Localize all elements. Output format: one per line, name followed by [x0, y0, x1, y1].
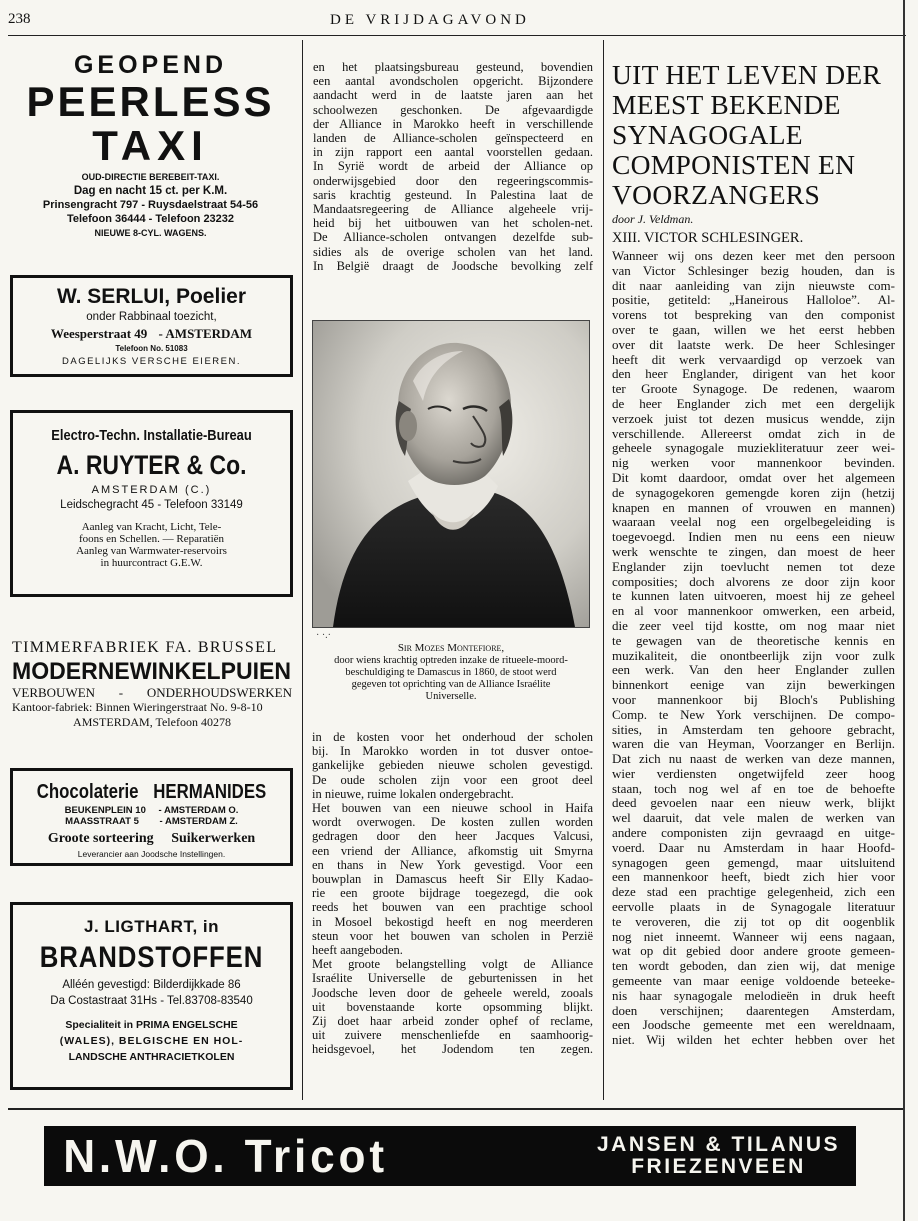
text-line: bij. In Marokko worden in tot dusver ontoe- — [312, 744, 593, 759]
ad-ligthart-brandstoffen: BRANDSTOFFEN — [39, 941, 264, 974]
text-line: uit bovenstaande korte opsomming blijkt. — [312, 999, 593, 1014]
text-line: gedragen door den heer Jacques Valcusi, — [312, 829, 593, 844]
ad-hermanides-oost: - AMSTERDAM O. — [158, 805, 239, 816]
text-line: Mandaatsregeering de Alliance algeheele vrij- — [313, 202, 593, 217]
page-edge — [903, 0, 905, 1221]
text-line: voerd. Daar nu Amsterdam in haar Hoofd- — [612, 839, 895, 855]
ad-peerless-taxi — [8, 50, 293, 240]
text-line: aandacht werd in de laatste jaren aan het — [313, 88, 593, 103]
ad-hermanides-sorteering — [13, 829, 290, 848]
text-line: over te gaan, willen we het eerst hebben — [612, 321, 895, 337]
text-line: toegevoegd. Indien men nu eens een nieuw — [612, 529, 895, 545]
text-line: nog niet inneemt. Wanneer wij eens nagaan, — [612, 928, 895, 944]
text-line: waren die van Heyman, Voorzanger en Berlijn. — [612, 736, 895, 752]
ad-serlui-adres — [13, 325, 290, 343]
text-line: geheele synagogale muziekliteratuur zeer wei- — [612, 440, 895, 456]
text-line: de synagogekoren gemengde koren zijn (hetzij — [612, 484, 895, 500]
text-line: gemeente van maar eenige voldoende beteeke- — [612, 973, 895, 989]
ad-taxi-peerless: PEERLESS — [26, 78, 275, 125]
text-line: niet. Wij wilden het echter hebben over het — [612, 1032, 895, 1048]
text-line: te veroveren, die zij tot op dit oogenblik — [612, 913, 895, 929]
caption-line: gegeven tot oprichting van de Alliance Israélite — [351, 679, 551, 690]
text-line: muzikaliteit, die onontbeerlijk zijn voor zulk — [612, 647, 895, 663]
text-line: verschillende. Allereerst omdat zich in de — [612, 425, 895, 441]
ad-serlui — [10, 275, 293, 377]
text-line: composities; doch alvorens ze door zijn koor — [612, 573, 895, 589]
ad-hermanides-name: HERMANIDES — [153, 781, 267, 803]
text-line: landen de Alliance-scholen geïnspecteerd en — [313, 131, 593, 146]
text-line: heid bij het uitbouwen van het scholen-net. — [313, 216, 593, 231]
text-line: wel daaruit, dat vele malen de werken van — [612, 810, 895, 826]
text-line: reeds het bouwen van een prachtige school — [312, 900, 593, 915]
ad-ruyter-stad: AMSTERDAM (C.) — [91, 484, 212, 496]
text-line: en het plaatsingsbureau gesteund, bovendien — [313, 60, 593, 74]
ad-hermanides-title — [35, 779, 268, 805]
text-line: Englander zijn toevlucht nemen tot deze — [612, 558, 895, 574]
ad-hermanides-chocolaterie: Chocolaterie — [36, 781, 139, 803]
text-line: Wanneer wij ons dezen keer met den persoon — [612, 248, 895, 263]
ad-taxi-taxi: TAXI — [92, 122, 209, 169]
text-line: vorens tot bespreking van den componist — [612, 307, 895, 323]
text-line: heeft dit werk vervaardigd op verzoek van — [612, 351, 895, 367]
tricot-banner — [44, 1126, 856, 1186]
ad-brussel-moderne: MODERNE — [12, 658, 130, 685]
caption-line: Universelle. — [425, 691, 477, 702]
text-line: knapen en mannen of vrouwen en mannen) — [612, 499, 895, 515]
ad-ruyter-aanleg4: in huurcontract G.E.W. — [100, 557, 203, 569]
ad-ruyter-aanleg1: Aanleg van Kracht, Licht, Tele- — [81, 521, 222, 533]
text-line: Comp. te New York verschijnen. De compo- — [612, 706, 895, 722]
ad-ruyter-aanleg2: foons en Schellen. — Reparatiën — [78, 533, 225, 545]
text-line: deed gevoelen naar een nieuw werk, blijkt — [612, 795, 895, 811]
ad-ruyter-name: A. RUYTER & Co. — [56, 450, 247, 480]
text-line: ter Groote Synagoge. De redenen, waarom — [612, 381, 895, 397]
ad-taxi-telefoon: Telefoon 36444 - Telefoon 23232 — [66, 213, 235, 225]
ad-taxi-directie: OUD-DIRECTIE BEREBEIT-TAXI. — [81, 172, 220, 182]
ad-serlui-name: W. SERLUI, Poelier — [56, 285, 247, 308]
text-line: In Syrië wordt de arbeid der Alliance op — [313, 159, 593, 174]
banner-friezenveen: FRIEZENVEEN — [631, 1155, 806, 1178]
column-rule-right — [603, 40, 604, 1100]
ad-ligthart — [10, 902, 293, 1090]
text-line: andere componisten zijn gevraagd en uitge- — [612, 825, 895, 841]
ad-hermanides-zuid: - AMSTERDAM Z. — [159, 816, 238, 827]
text-line: waaraan veelal nog een orgelbegeleiding is — [612, 514, 895, 530]
article-body — [612, 249, 895, 1048]
ad-brussel-fabriek: TIMMERFABRIEK FA. BRUSSEL — [12, 639, 278, 656]
text-line: gankelijke gebieden nieuwe scholen gevestigd. — [312, 758, 593, 773]
ad-ruyter — [10, 410, 293, 597]
ad-hermanides-adres1 — [13, 805, 290, 816]
ad-taxi-wagens: NIEUWE 8-CYL. WAGENS. — [94, 228, 207, 238]
ad-taxi-adres: Prinsengracht 797 - Ruysdaelstraat 54-56 — [42, 199, 259, 211]
ad-hermanides — [10, 768, 293, 866]
ad-hermanides-adres2 — [13, 816, 290, 827]
text-line: een aantal avondscholen opgericht. Bijzondere — [313, 74, 593, 89]
header-rule — [8, 35, 906, 36]
banner-jansen-tilanus — [597, 1134, 856, 1178]
text-line: Zij doet haar arbeid zonder ophef of reclame, — [312, 1014, 593, 1029]
text-line: dit naar aanleiding van zijn nieuwste com- — [612, 277, 895, 293]
text-line: Dat zich nu naast de werken van deze mannen, — [612, 751, 895, 767]
text-line: staan, toch nog wel af en toe de behoefte — [612, 780, 895, 796]
text-line: een werk. Van den heer Englander zullen — [612, 662, 895, 678]
text-line: eervolle plaats in de Synagogale literatuur — [612, 899, 895, 915]
ad-hermanides-suikerwerken: Suikerwerken — [171, 831, 256, 846]
article-title-line: MEEST BEKENDE — [612, 89, 841, 120]
ad-hermanides-maasstraat: MAASSTRAAT 5 — [65, 816, 139, 827]
ad-ligthart-adres1: Alléén gevestigd: Bilderdijkkade 86 — [62, 979, 241, 991]
text-line: te kunnen laten uitvoeren, moest hij ze geheel — [612, 588, 895, 604]
caption-line: door wiens krachtig optreden inzake de ritueele-moord- — [334, 655, 568, 666]
ad-brussel-dash: - — [118, 685, 124, 700]
text-line: bouwplan in Damascus heeft Sir Elly Kadao- — [312, 872, 593, 887]
ad-ligthart-adres2: Da Costastraat 31Hs - Tel.83708-83540 — [50, 995, 253, 1007]
ad-ligthart-spec2: (WALES), BELGISCHE EN HOL- — [59, 1035, 244, 1047]
ad-brussel-verbouwen: VERBOUWEN — [12, 685, 96, 700]
ad-brussel-kantoor: Kantoor-fabriek: Binnen Wieringerstraat No. 9-8-10 — [12, 700, 263, 714]
text-line: werk wenschte te zingen, dan moest de heer — [612, 543, 895, 559]
text-line: der Alliance in Marokko heeft in verschillende — [313, 116, 593, 131]
text-line: rie een groote bijdrage toegezegd, die ook — [312, 886, 593, 901]
article-byline: door J. Veldman. — [612, 212, 694, 226]
middle-column-bottom — [312, 730, 593, 1057]
text-line: in zijn rapport een aantal voorstellen gedaan. — [313, 145, 593, 160]
text-line: in de kosten voor het onderhoud der scholen — [312, 730, 593, 744]
portrait-frame — [312, 320, 590, 628]
text-line: sidies als de overige scholen van het land. — [313, 244, 593, 259]
text-line: wier verdiensten ongetwijfeld zeer hoog — [612, 765, 895, 781]
ad-brussel-winkelpuien — [12, 658, 292, 685]
caption-line: beschuldiging te Damascus in 1860, de stoot werd — [345, 667, 557, 678]
caption-name: Sir Mozes Montefiore, — [397, 642, 505, 654]
article-title-line: SYNAGOGALE — [612, 119, 803, 150]
text-line: positie, getiteld: „Haneirous Halloloe”. Al- — [612, 292, 895, 308]
ad-hermanides-beukenplein: BEUKENPLEIN 10 — [64, 805, 146, 816]
banner-tricot: N.W.O. Tricot — [63, 1130, 388, 1182]
ad-ruyter-aanleg3: Aanleg van Warmwater-reservoirs — [76, 545, 227, 557]
ad-serlui-telefoon: Telefoon No. 51083 — [115, 344, 188, 353]
ad-ruyter-bureau: Electro-Techn. Installatie-Bureau — [51, 427, 252, 444]
text-line: deze stad een prachtige gelegenheid, zich een — [612, 884, 895, 900]
text-line: schoolwezen geschonken. De afgevaardigde — [313, 102, 593, 117]
footer-rule — [8, 1108, 903, 1110]
text-line: verzoek juist tot dezen musicus wendde, zijn — [612, 410, 895, 426]
text-line: Joodsche leven door de geheele wereld, zooals — [312, 985, 593, 1000]
text-line: en thans in New York gevestigd. Voor een — [312, 857, 593, 872]
ad-taxi-tarief: Dag en nacht 15 ct. per K.M. — [73, 185, 228, 197]
article-title — [612, 60, 902, 210]
portrait-image — [313, 321, 589, 627]
article-title-line: COMPONISTEN EN — [612, 149, 856, 180]
text-line: en al voor mannenkoor omwerken, een arbeid, — [612, 603, 895, 619]
ad-brussel-puien: WINKELPUIEN — [129, 658, 292, 685]
text-line: synagogen geen gemengd, maar uitsluitend — [612, 854, 895, 870]
text-line: De Alliance-scholen ontvangen dezelfde sub- — [313, 230, 593, 245]
ad-taxi-geopend: GEOPEND — [73, 51, 228, 79]
text-line: den heer Englander, dirigent van het koor — [612, 366, 895, 382]
ad-ligthart-name: J. LIGTHART, in — [84, 917, 219, 936]
article-title-line: VOORZANGERS — [612, 179, 821, 210]
text-line: binnenkort eenige van zijn bewerkingen — [612, 677, 895, 693]
text-line: uit zuivere menschenliefde en saamhoorig- — [312, 1028, 593, 1043]
ad-brussel-werken — [12, 685, 292, 700]
portrait-caption — [310, 642, 592, 703]
text-line: die zeer veel tijd kostte, om nog maar niet — [612, 617, 895, 633]
text-line: Het bouwen van een nieuwe school in Haifa — [312, 801, 593, 816]
text-line: in nieuwe, ruime lokalen ondergebracht. — [312, 786, 514, 801]
text-line: een mannenkoor heeft, biedt zich hier voor — [612, 869, 895, 885]
text-line: De oude scholen zijn voor een groot deel — [312, 772, 593, 787]
ad-brussel — [12, 638, 292, 730]
text-line: wat op dit gebied door andere groote gemeen- — [612, 943, 895, 959]
ad-serlui-toezicht: onder Rabbinaal toezicht, — [86, 311, 217, 323]
text-line: voor mannenkoor bij Bloch's Publishing — [612, 691, 895, 707]
ad-serlui-straat: Weesperstraat 49 — [50, 326, 148, 341]
middle-column-top — [313, 60, 593, 273]
text-line: een Joodsche gemeente met een wereldnaam, — [612, 1017, 895, 1033]
text-line: een vriend der Alliance, afkomstig uit Smyrna — [312, 843, 593, 858]
text-line: van Victor Schlesinger bezig houden, dan is — [612, 262, 895, 278]
text-line: heeft aangeboden. — [312, 943, 403, 958]
text-line: nig werken voor mannenkoor bevinden. — [612, 455, 895, 471]
text-line: sities, in Amsterdam ten gehoore gebracht, — [612, 721, 895, 737]
ad-hermanides-groote: Groote sorteering — [47, 831, 154, 846]
text-line: over dit laatste werk. De heer Schlesinger — [612, 336, 895, 352]
text-line: te gewagen van de theoretische kennis en — [612, 632, 895, 648]
article-title-line: UIT HET LEVEN DER — [612, 59, 882, 90]
text-line: wordt overwogen. De kosten zullen worden — [312, 815, 593, 830]
text-line: nis haar synagogale melodieën in druk heeft — [612, 987, 895, 1003]
text-line: onderwijsgebied door den regeeringscommis- — [313, 173, 593, 188]
text-line: In België draagt de Joodsche bevolking zelf — [313, 258, 593, 273]
ad-ruyter-adres: Leidschegracht 45 - Telefoon 33149 — [60, 499, 243, 511]
text-line: in Mosoel bekostigd heeft en nog meerderen — [312, 914, 593, 929]
banner-jansen: JANSEN & TILANUS — [596, 1133, 840, 1156]
text-line: heidsgevoel, het Jodendom ten zegen. — [312, 1042, 593, 1057]
text-line: de heer Englander zich met een dergelijk — [612, 395, 895, 411]
text-line: Met groote belangstelling volgt de Alliance — [312, 957, 593, 972]
text-line: Israélite Universelle de geburtenissen in het — [312, 971, 593, 986]
text-line: doen verschijnen; daarentegen Amsterdam, — [612, 1002, 895, 1018]
column-rule-left — [302, 40, 303, 1100]
page-number: 238 — [8, 11, 31, 27]
text-line: saris krachtig gesteund. In Palestina laat de — [313, 187, 593, 202]
ad-ligthart-spec1: Specialiteit in PRIMA ENGELSCHE — [65, 1019, 238, 1031]
text-line: ten wordt geboden, dan zien wij, dat menige — [612, 958, 895, 974]
ad-serlui-stad: - AMSTERDAM — [158, 326, 253, 341]
ad-brussel-telefoon: AMSTERDAM, Telefoon 40278 — [73, 715, 231, 729]
ad-ligthart-spec3: LANDSCHE ANTHRACIETKOLEN — [68, 1051, 235, 1063]
text-line: steun voor het bouwen van scholen in Perzië — [312, 928, 593, 943]
ad-brussel-onderhoud: ONDERHOUDSWERKEN — [146, 685, 292, 700]
text-line: Dit komt daardoor, omdat over het algemeen — [612, 469, 895, 485]
ad-hermanides-leverancier: Leverancier aan Joodsche Instellingen. — [77, 849, 226, 859]
article-section: XIII. VICTOR SCHLESINGER. — [612, 230, 804, 246]
running-title: DE VRIJDAGAVOND — [330, 12, 530, 28]
ad-serlui-eieren: DAGELIJKS VERSCHE EIEREN. — [62, 356, 241, 367]
portrait-corner-mark: · ·.· — [316, 630, 331, 641]
